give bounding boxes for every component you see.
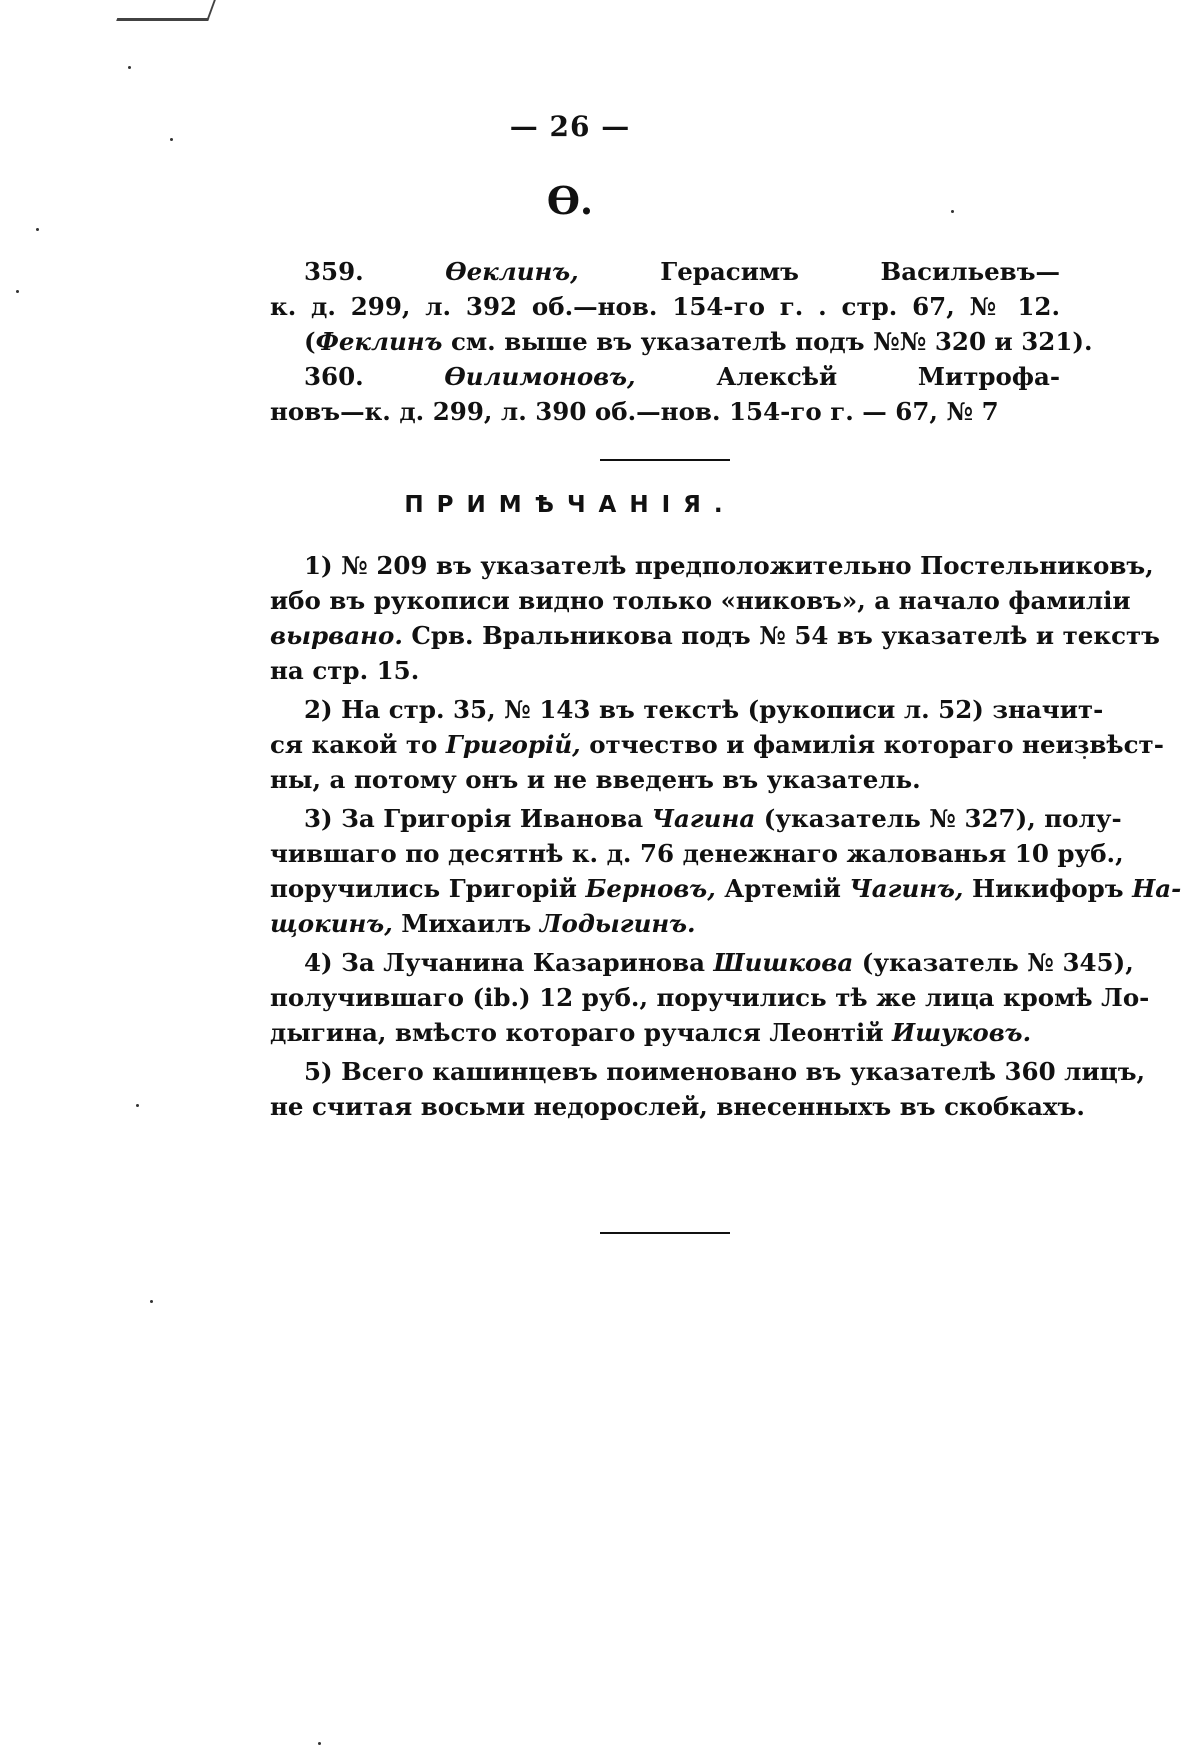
entry-line: (Феклинъ см. выше въ указателѣ подъ №№ 320 и 321).: [304, 327, 1093, 356]
note-line: вырвано. Срв. Вральникова подъ № 54 въ указателѣ и текстъ: [270, 621, 1160, 650]
divider-rule: [600, 459, 730, 461]
note-line: поручились Григорій Берновъ, Артемій Чагинъ, Никифоръ На-: [270, 874, 1181, 903]
scan-speck: [16, 290, 19, 293]
notes-heading: ПРИМѢЧАНІЯ.: [404, 492, 736, 518]
scan-speck: [318, 1742, 321, 1745]
note-line: щокинъ, Михаилъ Лодыгинъ.: [270, 909, 696, 938]
notes-section: [270, 548, 1181, 1128]
note-line: получившаго (ib.) 12 руб., поручились тѣ же лица кромѣ Ло-: [270, 983, 1150, 1012]
scan-speck: [150, 1300, 153, 1303]
note-line: ибо въ рукописи видно только «никовъ», а начало фамиліи: [270, 586, 1131, 615]
note-line: 4) За Лучанина Казаринова Шишкова (указатель № 345),: [304, 948, 1134, 977]
scan-speck: [36, 228, 39, 231]
entry-line: 360. Ѳилимоновъ, Алексѣй Митрофа-: [304, 362, 1060, 391]
note-line: на стр. 15.: [270, 656, 420, 685]
note-line: чившаго по десятнѣ к. д. 76 денежнаго жалованья 10 руб.,: [270, 839, 1124, 868]
scan-speck: [128, 66, 131, 69]
index-entry-360: [270, 359, 1060, 429]
scan-artifact: [116, 0, 216, 21]
scan-speck: [136, 1104, 139, 1107]
page-number: — 26 —: [509, 110, 631, 143]
note-2: [270, 692, 1164, 797]
note-line: дыгина, вмѣсто котораго ручался Леонтій Ишуковъ.: [270, 1018, 1032, 1047]
note-line: 3) За Григорія Иванова Чагина (указатель № 327), полу-: [304, 804, 1122, 833]
note-line: ся какой то Григорій, отчество и фамилія котораго неизвѣст-: [270, 730, 1164, 759]
note-5: [270, 1054, 1146, 1124]
note-3: [270, 801, 1181, 941]
entry-line: новъ—к. д. 299, л. 390 об.—нов. 154-го г. — 67, № 7: [270, 397, 999, 426]
note-line: ны, а потому онъ и не введенъ въ указатель.: [270, 765, 921, 794]
note-4: [270, 945, 1150, 1050]
index-entries: [270, 254, 1093, 429]
entry-line: 359. Ѳеклинъ, Герасимъ Васильевъ—: [304, 257, 1061, 286]
index-entry-359: [270, 254, 1093, 359]
note-line: 5) Всего кашинцевъ поименовано въ указателѣ 360 лицъ,: [304, 1057, 1146, 1086]
note-1: [270, 548, 1160, 688]
note-line: 1) № 209 въ указателѣ предположительно Постельниковъ,: [304, 551, 1154, 580]
entry-line: к. д. 299, л. 392 об.—нов. 154-го г. . стр. 67, № 12.: [270, 292, 1060, 321]
end-rule: [600, 1232, 730, 1234]
section-letter: Ѳ.: [546, 178, 594, 223]
note-line: 2) На стр. 35, № 143 въ текстѣ (рукописи л. 52) значит-: [304, 695, 1104, 724]
note-line: не считая восьми недорослей, внесенныхъ въ скобкахъ.: [270, 1092, 1085, 1121]
